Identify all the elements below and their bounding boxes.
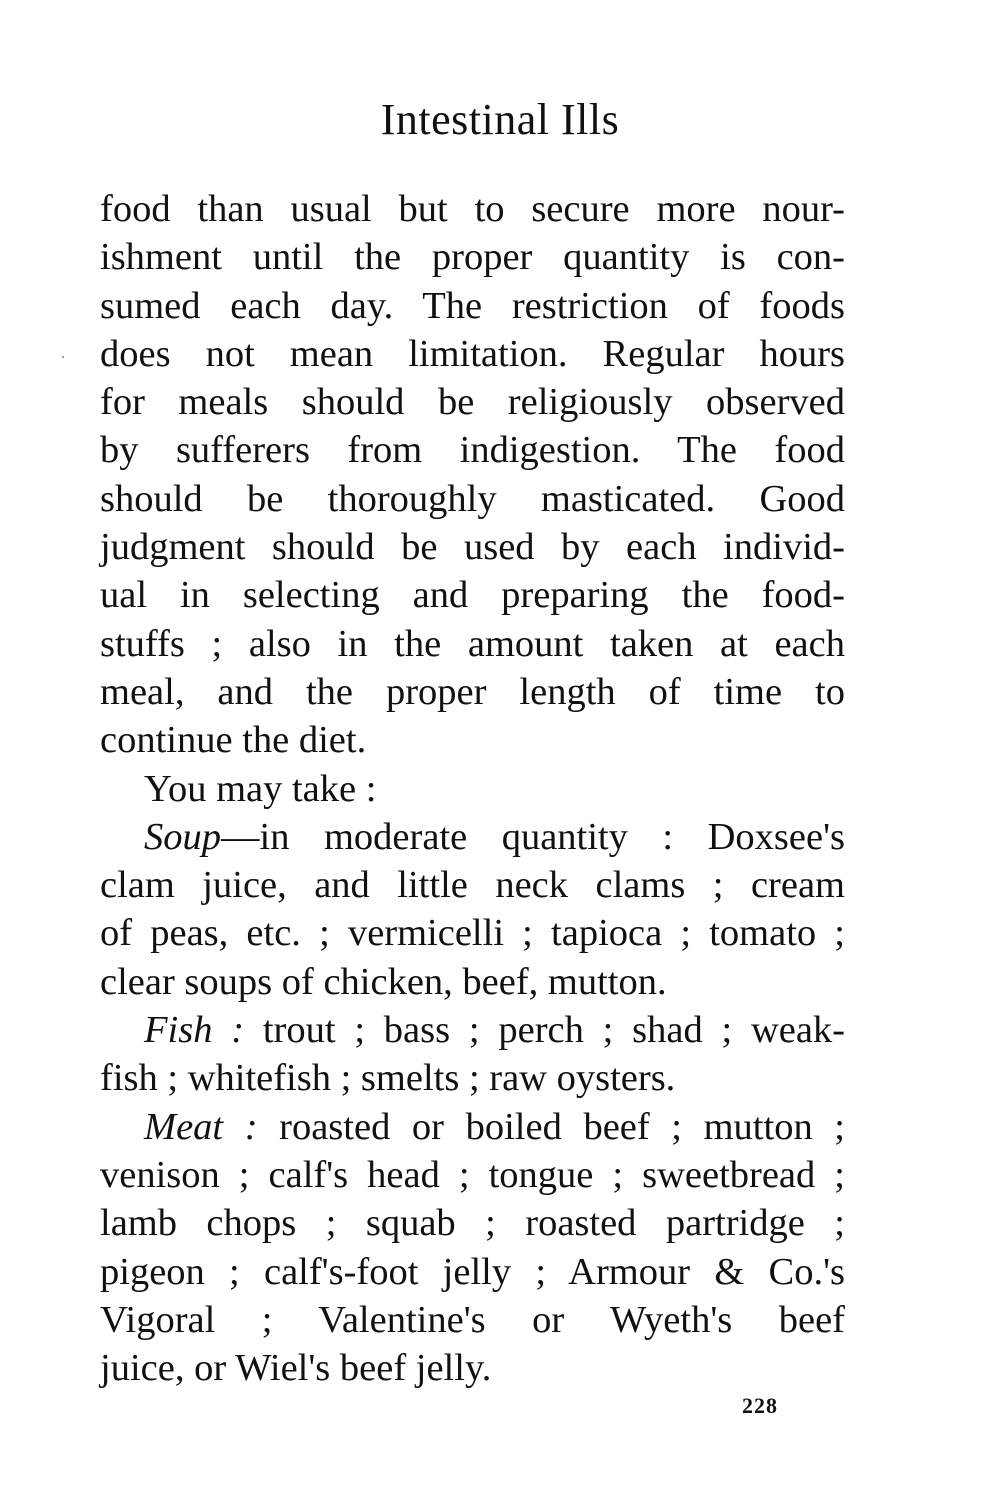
text-line: clear soups of chicken, beef, mutton.: [100, 960, 667, 1003]
text-line: does not mean limitation. Regular hours: [100, 332, 845, 375]
page-number: 228: [742, 1393, 778, 1418]
margin-mark: [62, 356, 64, 358]
text-line: Vigoral ; Valentine's or Wyeth's beef: [100, 1298, 845, 1341]
text-line-fish: Fish : trout ; bass ; perch ; shad ; weak-: [144, 1009, 846, 1052]
text-line: clam juice, and little neck clams ; cream: [100, 864, 845, 907]
text-line: pigeon ; calf's-foot jelly ; Armour & Co.'s: [100, 1250, 845, 1293]
text-line: judgment should be used by each individ-: [100, 526, 845, 569]
body-text: [100, 185, 845, 1392]
text-line: venison ; calf's head ; tongue ; sweetbread ;: [100, 1153, 845, 1196]
text-line: stuffs ; also in the amount taken at each: [100, 622, 845, 665]
text-line: by sufferers from indigestion. The food: [100, 429, 845, 472]
text-line-soup: Soup—in moderate quantity : Doxsee's: [144, 815, 845, 858]
text-line: ual in selecting and preparing the food-: [100, 574, 845, 617]
text-line: continue the diet.: [100, 719, 367, 762]
text-line: juice, or Wiel's beef jelly.: [100, 1347, 492, 1390]
text-line: should be thoroughly masticated. Good: [100, 477, 845, 520]
text-line: You may take :: [144, 767, 377, 810]
text-line: food than usual but to secure more nour-: [100, 188, 845, 230]
text-line: for meals should be religiously observed: [100, 381, 845, 424]
text-line: ishment until the proper quantity is con-: [100, 236, 845, 279]
text-line: lamb chops ; squab ; roasted partridge ;: [100, 1202, 845, 1245]
running-head: Intestinal Ills: [380, 95, 620, 144]
text-line: fish ; whitefish ; smelts ; raw oysters.: [100, 1057, 676, 1100]
text-line: meal, and the proper length of time to: [100, 670, 845, 713]
text-line-meat: Meat : roasted or boiled beef ; mutton ;: [144, 1105, 845, 1148]
text-line: sumed each day. The restriction of foods: [100, 284, 845, 327]
text-line: of peas, etc. ; vermicelli ; tapioca ; tomato ;: [100, 912, 845, 955]
